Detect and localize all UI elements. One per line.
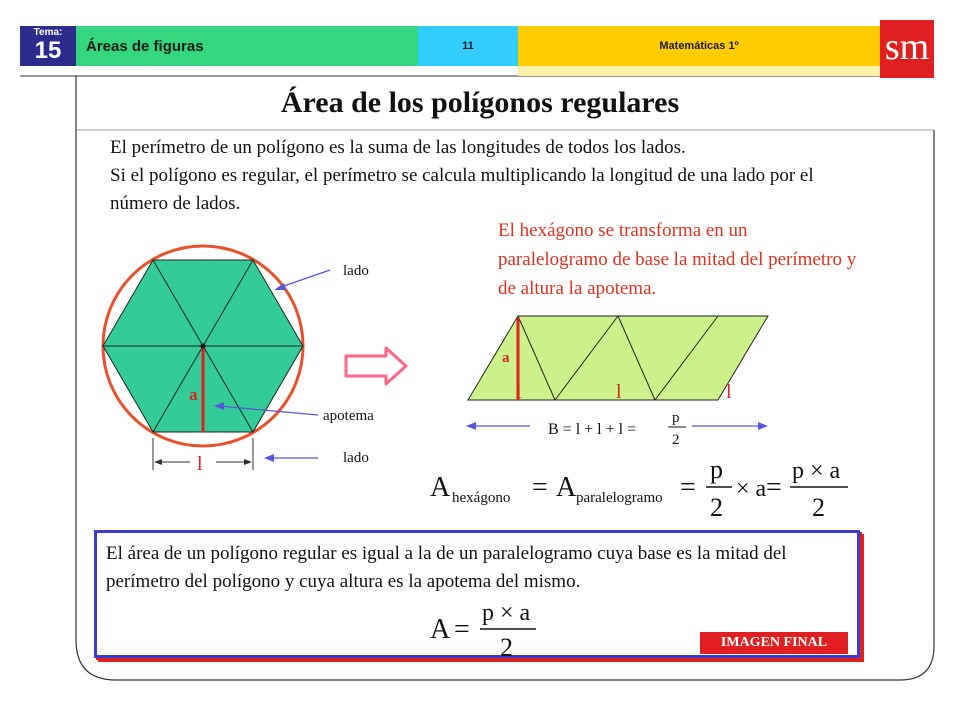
svg-text:=: = xyxy=(454,614,470,645)
lado-label-bottom: lado xyxy=(343,450,369,466)
svg-text:hexágono: hexágono xyxy=(452,490,511,506)
intro-line-2: Si el polígono es regular, el perímetro se calcula multiplicando la longitud de una lado por el número de lados. xyxy=(110,165,814,214)
page-number: 11 xyxy=(418,26,518,66)
svg-text:A: A xyxy=(430,472,451,503)
par-l2-label: l xyxy=(616,381,622,403)
header-stripe xyxy=(518,66,880,76)
page-title: Área de los polígonos regulares xyxy=(280,86,680,119)
svg-text:A: A xyxy=(430,614,451,645)
svg-text:p: p xyxy=(710,455,723,484)
svg-text:p × a: p × a xyxy=(482,600,531,626)
tema-label: Tema: xyxy=(33,27,63,38)
svg-text:× a: × a xyxy=(736,476,767,502)
svg-text:p × a: p × a xyxy=(792,458,841,484)
svg-text:=: = xyxy=(766,472,782,503)
par-l1-label: l xyxy=(516,381,522,403)
base-two: 2 xyxy=(672,432,680,448)
hex-a-label: a xyxy=(189,385,198,404)
par-a-label: a xyxy=(502,350,510,366)
svg-text:2: 2 xyxy=(710,493,723,522)
svg-text:=: = xyxy=(680,472,696,503)
svg-text:=: = xyxy=(532,472,548,503)
topic-title: Áreas de figuras xyxy=(76,26,418,66)
transform-arrow-icon xyxy=(344,346,410,386)
base-formula: B = l + l + l = xyxy=(548,421,637,438)
summary-formula xyxy=(428,598,548,660)
transform-note: El hexágono se transforma en un paralelogramo de base la mitad del perímetro y de altura la apotema. xyxy=(498,220,857,299)
final-image-button[interactable]: IMAGEN FINAL xyxy=(700,632,848,654)
tema-number: 15 xyxy=(34,37,62,64)
svg-text:paralelogramo: paralelogramo xyxy=(576,490,663,506)
svg-text:A: A xyxy=(556,472,577,503)
tema-badge xyxy=(20,26,76,66)
lado-label-top: lado xyxy=(343,263,369,279)
svg-text:2: 2 xyxy=(500,633,513,660)
hex-l-label: l xyxy=(197,453,203,475)
parallelogram-diagram xyxy=(460,306,780,456)
par-l3-label: l xyxy=(726,381,732,403)
sm-logo: sm xyxy=(880,20,934,78)
intro-paragraph xyxy=(110,134,870,218)
apotema-label: apotema xyxy=(323,408,374,424)
subject-label: Matemáticas 1º xyxy=(518,26,880,66)
intro-line-1: El perímetro de un polígono es la suma de las longitudes de todos los lados. xyxy=(110,137,686,158)
svg-text:2: 2 xyxy=(812,493,825,522)
summary-text: El área de un polígono regular es igual a la de un paralelogramo cuya base es la mitad del perímetro del polígono y cuya altura es la apotema del mismo. xyxy=(106,543,787,592)
base-p: p xyxy=(672,410,680,426)
hexagon-area-formula xyxy=(428,452,858,522)
